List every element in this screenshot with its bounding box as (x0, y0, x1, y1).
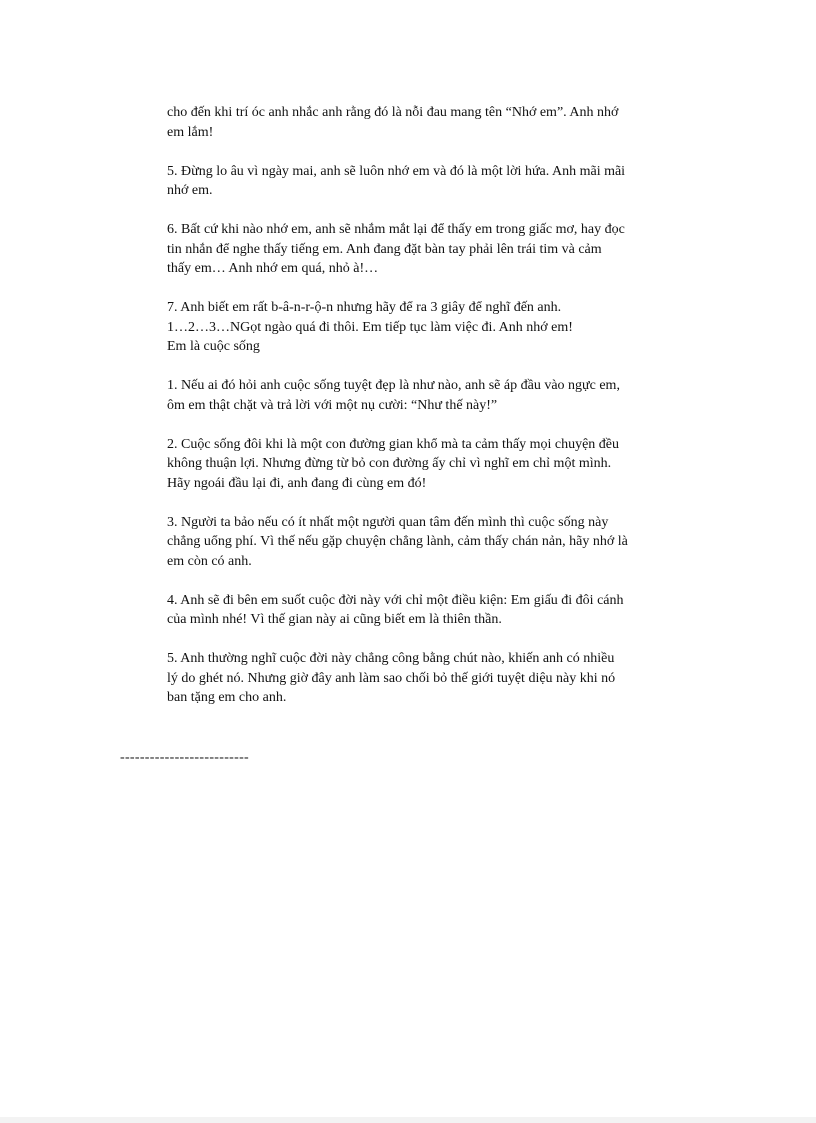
paragraph-life-item-4 (167, 591, 697, 630)
text-line: ôm em thật chặt và trả lời với một nụ cười: “Như thế này!” (167, 397, 498, 413)
document-body (167, 103, 697, 708)
section-heading: Em là cuộc sống (167, 339, 260, 354)
text-line: 6. Bất cứ khi nào nhớ em, anh sẽ nhắm mắt lại để thấy em trong giấc mơ, hay đọc (167, 222, 625, 237)
text-line: 7. Anh biết em rất b-â-n-r-ộ-n nhưng hãy để ra 3 giây để nghĩ đến anh. (167, 300, 562, 315)
paragraph-item-7-miss (167, 298, 697, 357)
text-line: tin nhắn để nghe thấy tiếng em. Anh đang đặt bàn tay phải lên trái tim và cảm (167, 241, 602, 257)
text-line: 1. Nếu ai đó hỏi anh cuộc sống tuyệt đẹp là như nào, anh sẽ áp đầu vào ngực em, (167, 378, 620, 393)
text-line: cho đến khi trí óc anh nhắc anh rằng đó là nỗi đau mang tên “Nhớ em”. Anh nhớ (167, 105, 619, 120)
text-line: 2. Cuộc sống đôi khi là một con đường gian khổ mà ta cảm thấy mọi chuyện đều (167, 436, 620, 452)
page-bottom-edge (0, 1117, 816, 1123)
text-line: 5. Anh thường nghĩ cuộc đời này chẳng công bằng chút nào, khiến anh có nhiều (167, 651, 615, 666)
text-line: em còn có anh. (167, 553, 252, 569)
paragraph-life-item-3 (167, 513, 697, 572)
text-line: em lắm! (167, 124, 214, 140)
text-line: lý do ghét nó. Nhưng giờ đây anh làm sao chối bỏ thế giới tuyệt diệu này khi nó (167, 670, 616, 686)
text-line: 4. Anh sẽ đi bên em suốt cuộc đời này với chỉ một điều kiện: Em giấu đi đôi cánh (167, 592, 624, 608)
text-line: Hãy ngoái đầu lại đi, anh đang đi cùng em đó! (167, 475, 427, 491)
separator-line: -------------------------- (120, 750, 250, 765)
text-line: 5. Đừng lo âu vì ngày mai, anh sẽ luôn nhớ em và đó là một lời hứa. Anh mãi mãi (167, 163, 626, 179)
text-line: 3. Người ta bảo nếu có ít nhất một người quan tâm đến mình thì cuộc sống này (167, 514, 609, 530)
paragraph-item-5-miss (167, 162, 697, 201)
paragraph-intro-ending (167, 103, 697, 142)
text-line: của mình nhé! Vì thế gian này ai cũng biết em là thiên thần. (167, 612, 502, 627)
text-line: nhớ em. (167, 183, 213, 198)
text-line: 1…2…3…NGọt ngào quá đi thôi. Em tiếp tục làm việc đi. Anh nhớ em! (167, 319, 573, 335)
text-line: ban tặng em cho anh. (167, 690, 287, 705)
text-line: không thuận lợi. Nhưng đừng từ bỏ con đường ấy chỉ vì nghĩ em chỉ một mình. (167, 456, 612, 471)
paragraph-item-6-miss (167, 220, 697, 279)
text-line: chẳng uổng phí. Vì thế nếu gặp chuyện chẳng lành, cảm thấy chán nản, hãy nhớ là (167, 534, 628, 549)
text-line: thấy em… Anh nhớ em quá, nhỏ à!… (167, 261, 379, 276)
paragraph-life-item-5 (167, 649, 697, 708)
paragraph-life-item-2 (167, 435, 697, 494)
paragraph-life-item-1 (167, 376, 697, 415)
